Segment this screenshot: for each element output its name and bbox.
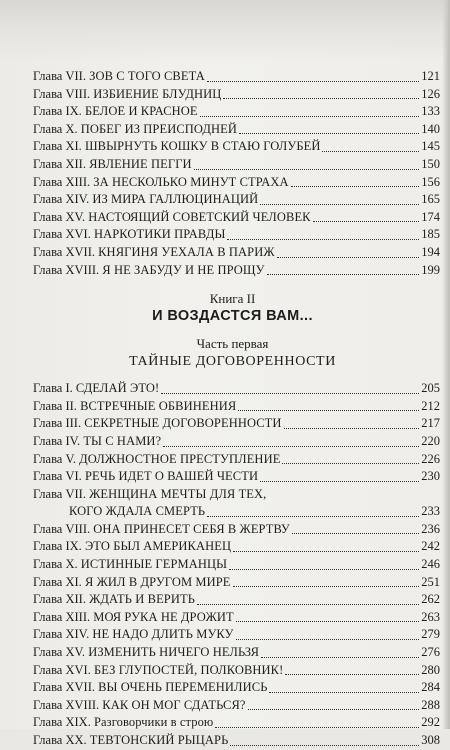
chapter-number: Глава XX.	[33, 733, 87, 747]
toc-entry	[33, 398, 440, 416]
page-number: 140	[421, 121, 440, 136]
chapter-number: Глава XI.	[33, 574, 82, 589]
chapter-title-line2: КОГО ЖДАЛА СМЕРТЬ	[69, 504, 206, 519]
toc-entry	[33, 68, 440, 86]
dot-leader	[223, 98, 419, 99]
page-number: 126	[421, 86, 440, 101]
dot-leader	[194, 169, 420, 170]
page-number: 292	[421, 715, 440, 730]
chapter-number: Глава XIX.	[33, 715, 91, 730]
dot-leader	[284, 428, 420, 429]
page-number: 284	[421, 680, 440, 695]
chapter-title: ВЫ ОЧЕНЬ ПЕРЕМЕНИЛИСЬ	[98, 680, 268, 695]
toc-entry	[33, 244, 440, 262]
toc-entry	[33, 574, 440, 592]
chapter-title: Я ЖИЛ В ДРУГОМ МИРЕ	[84, 574, 231, 589]
chapter-title: ЭТО БЫЛ АМЕРИКАНЕЦ	[84, 539, 232, 554]
chapter-number: Глава X.	[33, 121, 78, 136]
chapter-number: Глава IX.	[33, 104, 82, 119]
chapter-number: Глава VI.	[33, 469, 82, 484]
dot-leader	[233, 551, 419, 552]
toc-entry-label	[33, 697, 246, 715]
toc-entry	[33, 174, 440, 192]
dot-leader	[207, 516, 419, 517]
chapter-title: НАСТОЯЩИЙ СОВЕТСКИЙ ЧЕЛОВЕК	[88, 209, 311, 224]
toc-entry-label	[33, 609, 234, 627]
page-number: 185	[421, 227, 440, 242]
page-number: 121	[421, 69, 440, 83]
toc-entry-label	[33, 679, 267, 697]
chapter-number: Глава XVII.	[33, 244, 95, 259]
toc-entry-label	[33, 574, 231, 592]
page-number: 279	[421, 627, 440, 642]
dot-leader	[277, 257, 420, 258]
dot-leader	[269, 692, 419, 693]
chapter-number: Глава XIII.	[33, 174, 91, 189]
dot-leader	[238, 410, 419, 411]
page-number: 263	[421, 609, 440, 624]
dot-leader	[261, 657, 419, 658]
chapter-number: Глава XIV.	[33, 192, 90, 207]
toc-entry-label	[33, 174, 289, 192]
toc-entry-label	[33, 662, 283, 680]
page-number: 308	[421, 733, 440, 747]
chapter-title: ТЕВТОНСКИЙ РЫЦАРЬ	[89, 733, 229, 747]
dot-leader	[197, 604, 419, 605]
chapter-number: Глава V.	[33, 451, 77, 466]
toc-entry-label	[33, 103, 198, 121]
page-number: 288	[421, 697, 440, 712]
dot-leader	[291, 186, 420, 187]
chapter-title: ЖДАТЬ И ВЕРИТЬ	[89, 592, 196, 607]
toc-entry	[33, 556, 440, 574]
chapter-title: ПОБЕГ ИЗ ПРЕИСПОДНЕЙ	[80, 121, 238, 136]
page-number: 156	[421, 174, 440, 189]
dot-leader	[163, 446, 419, 447]
dot-leader	[233, 586, 420, 587]
toc-entry	[33, 86, 440, 104]
toc-entry-label	[33, 714, 213, 732]
toc-entry	[33, 138, 440, 156]
dot-leader	[207, 81, 419, 82]
dot-leader	[292, 533, 419, 534]
toc-entry	[33, 644, 440, 662]
dot-leader	[215, 727, 419, 728]
toc-entry	[33, 538, 440, 556]
chapter-number: Глава X.	[33, 557, 78, 572]
toc-entry-wrapped	[33, 486, 440, 504]
page-number: 251	[421, 574, 440, 589]
page-number: 236	[421, 521, 440, 536]
chapter-number: Глава XII.	[33, 592, 86, 607]
dot-leader	[322, 151, 419, 152]
toc-entry	[33, 679, 440, 697]
toc-entry-label	[33, 644, 259, 662]
toc-entry-label	[33, 521, 290, 539]
chapter-title-line1: ЖЕНЩИНА МЕЧТЫ ДЛЯ ТЕХ,	[89, 486, 267, 501]
toc-list-part-2	[33, 521, 440, 750]
table-of-contents	[33, 68, 440, 750]
chapter-number: Глава XVII.	[33, 680, 95, 695]
chapter-title: НЕ НАДО ДЛИТЬ МУКУ	[92, 627, 234, 642]
toc-list-part-1	[33, 380, 440, 486]
toc-entry-label	[33, 398, 236, 416]
toc-entry-label	[33, 191, 258, 209]
dot-leader	[236, 621, 420, 622]
page-number: 217	[421, 416, 440, 431]
dot-leader	[227, 239, 419, 240]
chapter-number: Глава VIII.	[33, 521, 91, 536]
chapter-title: ЗА НЕСКОЛЬКО МИНУТ СТРАХА	[93, 174, 289, 189]
toc-entry-label	[33, 626, 234, 644]
book-label: Книга II	[209, 291, 256, 307]
page-right-edge	[442, 0, 450, 729]
page-number: 280	[421, 662, 440, 677]
dot-leader	[239, 133, 419, 134]
page-number: 246	[421, 557, 440, 572]
chapter-title: ДОЛЖНОСТНОЕ ПРЕСТУПЛЕНИЕ	[79, 451, 281, 466]
chapter-number: Глава VIII.	[33, 86, 91, 101]
chapter-number: Глава XVIII.	[33, 697, 100, 712]
chapter-title: СЕКРЕТНЫЕ ДОГОВОРЕННОСТИ	[84, 416, 282, 431]
chapter-number: Глава XV.	[33, 645, 86, 660]
toc-entry-label	[33, 732, 228, 750]
chapter-number: Глава XVI.	[33, 662, 91, 677]
chapter-title: КАК ОН МОГ СДАТЬСЯ?	[102, 697, 246, 712]
chapter-title: Я НЕ ЗАБУДУ И НЕ ПРОЩУ	[102, 262, 265, 277]
toc-entry	[33, 662, 440, 680]
dot-leader	[285, 674, 419, 675]
page-number: 199	[421, 262, 440, 277]
toc-entry-label	[33, 138, 320, 156]
chapter-title: ИЗМЕНИТЬ НИЧЕГО НЕЛЬЗЯ	[88, 645, 260, 660]
toc-entry-label	[33, 486, 266, 504]
toc-entry	[33, 262, 440, 280]
toc-list-book-1	[33, 68, 440, 279]
toc-entry	[33, 209, 440, 227]
chapter-number: Глава II.	[33, 398, 77, 413]
toc-entry-label	[33, 244, 275, 262]
chapter-title: ЯВЛЕНИЕ ПЕГГИ	[89, 156, 192, 171]
chapter-title: ИЗ МИРА ГАЛЛЮЦИНАЦИЙ	[92, 192, 259, 207]
chapter-title: ОНА ПРИНЕСЕТ СЕБЯ В ЖЕРТВУ	[93, 521, 290, 536]
chapter-number: Глава XVIII.	[33, 262, 100, 277]
toc-entry	[33, 591, 440, 609]
toc-entry-label	[33, 415, 282, 433]
chapter-number: Глава XII.	[33, 156, 86, 171]
toc-entry	[33, 714, 440, 732]
chapter-title: БЕЗ ГЛУПОСТЕЙ, ПОЛКОВНИК!	[93, 662, 284, 677]
chapter-number: Глава VII.	[33, 69, 86, 83]
toc-entry-label	[33, 556, 227, 574]
chapter-number: Глава XIV.	[33, 627, 90, 642]
page-number: 242	[421, 539, 440, 554]
toc-entry	[33, 191, 440, 209]
chapter-title: Разговорчики в строю	[93, 715, 214, 730]
chapter-title: ВСТРЕЧНЫЕ ОБВИНЕНИЯ	[80, 398, 237, 413]
page-number: 226	[421, 451, 440, 466]
dot-leader	[161, 393, 419, 394]
dot-leader	[200, 116, 420, 117]
toc-entry	[33, 121, 440, 139]
chapter-title: ШВЫРНУТЬ КОШКУ В СТАЮ ГОЛУБЕЙ	[84, 139, 321, 154]
dot-leader	[230, 745, 419, 746]
chapter-number: Глава IV.	[33, 433, 81, 448]
page-number: 133	[421, 104, 440, 119]
chapter-number: Глава IX.	[33, 539, 82, 554]
toc-entry-wrapped-tail	[33, 503, 440, 521]
toc-entry-label	[33, 451, 280, 469]
part-label: Часть первая	[196, 336, 269, 352]
chapter-title: ИСТИННЫЕ ГЕРМАНЦЫ	[80, 557, 228, 572]
part-title: ТАЙНЫЕ ДОГОВОРЕННОСТИ	[129, 354, 336, 370]
page-number: 220	[421, 433, 440, 448]
toc-entry-label	[33, 156, 192, 174]
chapter-number: Глава III.	[33, 416, 82, 431]
toc-entry	[33, 697, 440, 715]
dot-leader	[236, 639, 420, 640]
chapter-number: Глава XVI.	[33, 227, 91, 242]
toc-entry	[33, 468, 440, 486]
toc-entry	[33, 415, 440, 433]
chapter-number: Глава XI.	[33, 139, 82, 154]
toc-entry	[33, 451, 440, 469]
chapter-number: Глава VII.	[33, 486, 86, 501]
dot-leader	[260, 204, 419, 205]
chapter-number: Глава XV.	[33, 209, 86, 224]
page-number: 262	[421, 592, 440, 607]
chapter-number: Глава I.	[33, 381, 73, 396]
toc-entry	[33, 609, 440, 627]
toc-entry	[33, 521, 440, 539]
toc-entry-label	[33, 68, 205, 86]
toc-entry-label	[33, 262, 265, 280]
chapter-title: МОЯ РУКА НЕ ДРОЖИТ	[93, 609, 234, 624]
toc-entry	[33, 156, 440, 174]
book-title: И ВОЗДАСТСЯ ВАМ...	[152, 308, 313, 325]
chapter-title: ЗОВ С ТОГО СВЕТА	[89, 69, 205, 83]
dot-leader	[313, 221, 420, 222]
chapter-title: ТЫ С НАМИ?	[83, 433, 162, 448]
page-number: 145	[421, 139, 440, 154]
page-number: 165	[421, 192, 440, 207]
chapter-title: РЕЧЬ ИДЕТ О ВАШЕЙ ЧЕСТИ	[84, 469, 259, 484]
dot-leader	[229, 569, 419, 570]
chapter-title: КНЯГИНЯ УЕХАЛА В ПАРИЖ	[98, 244, 275, 259]
toc-entry	[33, 732, 440, 750]
toc-entry-label	[33, 468, 258, 486]
dot-leader	[260, 481, 419, 482]
toc-entry-label	[33, 591, 195, 609]
toc-entry	[33, 626, 440, 644]
toc-entry-label	[33, 433, 161, 451]
page-number: 276	[421, 645, 440, 660]
page-number: 212	[421, 398, 440, 413]
toc-entry-label	[33, 380, 159, 398]
book-heading	[33, 291, 440, 372]
chapter-title: ИЗБИЕНИЕ БЛУДНИЦ	[93, 86, 222, 101]
toc-entry-label	[33, 226, 225, 244]
chapter-title: СДЕЛАЙ ЭТО!	[75, 381, 160, 396]
page-top-shadow	[0, 0, 450, 62]
toc-entry	[33, 433, 440, 451]
toc-entry	[33, 103, 440, 121]
chapter-title: БЕЛОЕ И КРАСНОЕ	[84, 104, 198, 119]
toc-entry-label	[33, 538, 231, 556]
chapter-number: Глава XIII.	[33, 609, 91, 624]
dot-leader	[282, 463, 419, 464]
toc-entry	[33, 226, 440, 244]
toc-entry	[33, 380, 440, 398]
dot-leader	[248, 709, 420, 710]
page-number: 230	[421, 469, 440, 484]
page-number: 233	[421, 504, 440, 519]
toc-entry-label	[33, 121, 237, 139]
dot-leader	[267, 274, 420, 275]
chapter-title: НАРКОТИКИ ПРАВДЫ	[93, 227, 226, 242]
page-number: 150	[421, 156, 440, 171]
toc-entry-label	[33, 86, 221, 104]
page-number: 194	[421, 244, 440, 259]
toc-entry-label	[33, 209, 311, 227]
page-number: 174	[421, 209, 440, 224]
page-number: 205	[421, 381, 440, 396]
